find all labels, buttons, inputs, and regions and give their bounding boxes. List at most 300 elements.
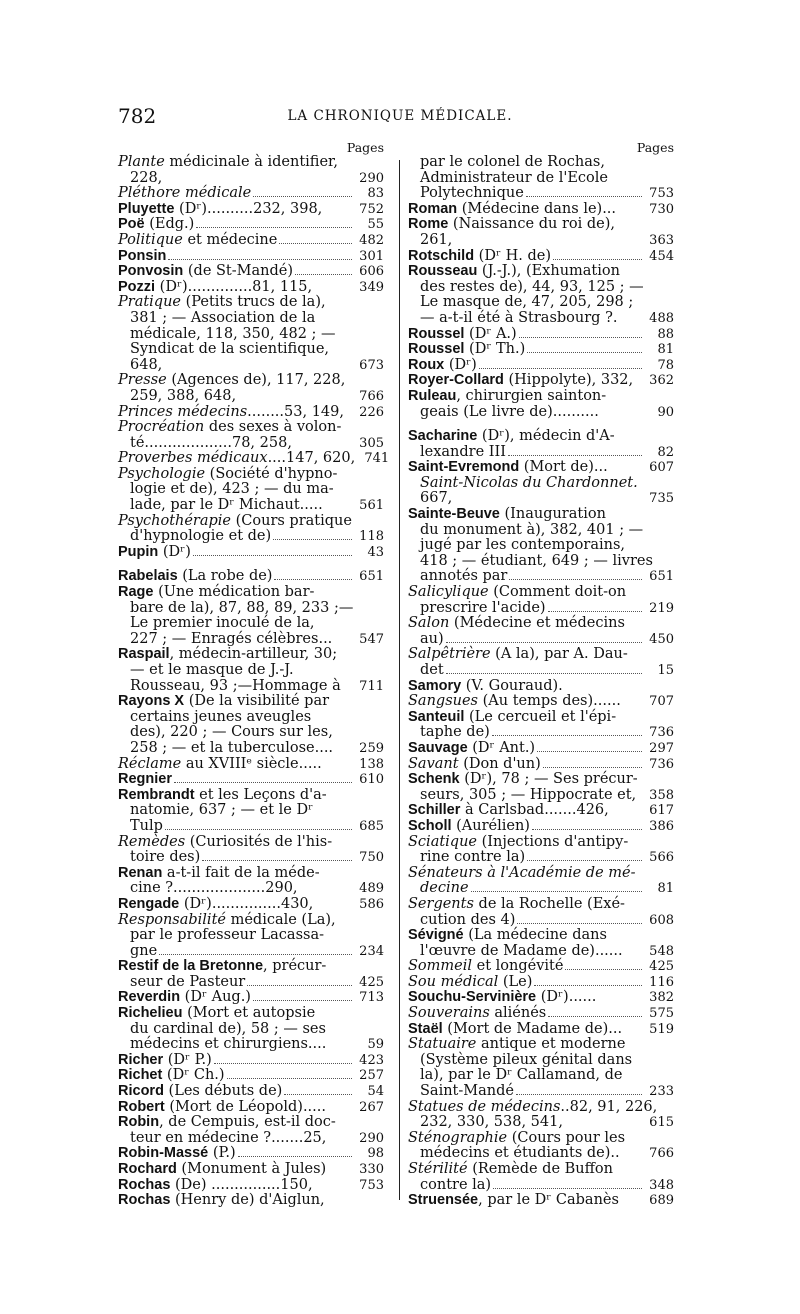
entry-fragment: (de St-Mandé) — [183, 263, 294, 280]
entry-text — [118, 1131, 326, 1147]
dot-leader — [519, 333, 642, 338]
page-reference: 713 — [359, 990, 384, 1006]
page-reference: 88 — [657, 326, 674, 342]
index-entry-line — [118, 482, 384, 498]
index-entry-line — [118, 327, 384, 343]
entry-headword: Regnier — [118, 771, 172, 788]
dot-leader — [610, 178, 642, 182]
entry-italic: Politique — [118, 231, 183, 248]
dot-leader — [623, 701, 642, 705]
index-entry-line — [408, 1037, 674, 1053]
entry-text — [118, 585, 314, 601]
entry-headword: Rembrandt — [118, 786, 195, 803]
entry-text — [408, 990, 596, 1006]
index-entry-line — [408, 1131, 674, 1147]
entry-headword: Poë — [118, 216, 145, 233]
index-entry-line — [118, 311, 384, 327]
dot-leader — [619, 318, 642, 322]
entry-text — [118, 850, 200, 866]
entry-headword: Samory — [408, 677, 462, 694]
entry-fragment: au) — [420, 630, 444, 647]
entry-text — [408, 264, 620, 280]
index-entry-line — [118, 694, 384, 710]
entry-fragment: médicinale à identifier, — [164, 154, 338, 170]
entry-fragment: jugé par les contemporains, — [420, 537, 626, 554]
entry-italic: Statuaire — [408, 1036, 477, 1053]
index-entry-line — [118, 881, 384, 897]
dot-leader — [238, 396, 352, 400]
entry-text — [408, 1068, 622, 1084]
entry-italic: Statues de médecins — [408, 1098, 561, 1115]
entry-text — [118, 342, 329, 358]
entry-fragment: lexandre III — [420, 443, 506, 460]
entry-headword: Roux — [408, 356, 445, 373]
entry-text — [118, 436, 292, 452]
running-header — [118, 104, 682, 134]
index-entry-line — [408, 429, 674, 445]
entry-fragment: (De) ...............150, — [170, 1176, 313, 1193]
index-entry-line — [408, 757, 674, 773]
entry-fragment: 259, 388, 648, — [130, 387, 237, 404]
dot-leader — [471, 887, 642, 892]
dot-leader — [164, 178, 352, 182]
dot-leader — [328, 1044, 352, 1048]
entry-headword: Restif de la Bretonne — [118, 958, 264, 975]
index-entry-line — [408, 373, 674, 389]
index-entry-line — [408, 538, 674, 554]
entry-text — [408, 803, 609, 819]
dot-leader — [328, 1169, 352, 1173]
index-entry-line — [118, 1146, 384, 1162]
entry-text — [408, 538, 625, 554]
entry-fragment: (Hippolyte), 332, — [503, 372, 634, 389]
dot-leader — [610, 467, 642, 471]
index-entry-line — [408, 772, 674, 788]
page-reference: 608 — [649, 912, 674, 928]
entry-fragment: , précur- — [263, 958, 327, 975]
entry-fragment: (Dʳ)...............430, — [179, 895, 314, 912]
index-entry-line — [118, 389, 384, 405]
entry-fragment: (Dʳ) — [158, 543, 191, 560]
entry-text — [118, 264, 293, 280]
dot-leader — [315, 1185, 352, 1189]
index-entry-line — [408, 913, 674, 929]
page-reference: 290 — [359, 170, 384, 186]
dot-leader — [543, 763, 642, 768]
dot-leader — [159, 950, 352, 955]
dot-leader — [294, 443, 352, 447]
index-entry-line — [408, 881, 674, 897]
entry-text — [408, 616, 625, 632]
entry-headword: Rousseau — [408, 263, 478, 280]
entry-fragment: par le professeur Lacassa- — [130, 927, 324, 944]
entry-fragment: annotés par — [420, 568, 508, 585]
dot-leader — [526, 192, 642, 197]
entry-fragment: et médecine — [182, 231, 278, 248]
entry-fragment: , de Cempuis, est-il doc- — [159, 1114, 336, 1131]
page-reference: 358 — [649, 787, 674, 803]
entry-headword: Schiller — [408, 802, 461, 819]
entry-text — [118, 202, 322, 218]
entry-headword: Ruleau — [408, 387, 457, 404]
index-entry-line — [408, 1022, 674, 1038]
page-reference: 547 — [359, 631, 384, 647]
entry-italic: Plante — [118, 154, 165, 170]
entry-headword: Rayons X — [118, 693, 185, 710]
dot-leader — [508, 451, 642, 456]
index-entry-line — [118, 249, 384, 265]
page-reference: 454 — [649, 248, 674, 264]
entry-text — [408, 295, 633, 311]
dot-leader — [328, 1029, 352, 1033]
entry-fragment: (Mort de Madame de)... — [442, 1020, 623, 1037]
dot-leader — [322, 873, 352, 877]
index-entry-line — [408, 850, 674, 866]
page-reference: 566 — [649, 850, 674, 866]
entry-text — [118, 1053, 212, 1069]
index-entry-line — [118, 1115, 384, 1131]
entry-fragment: seurs, 305 ; — Hippocrate et, — [420, 786, 637, 803]
page-reference: 15 — [657, 663, 674, 678]
entry-fragment: antique et moderne — [476, 1036, 626, 1053]
dot-leader — [479, 364, 642, 369]
index-entry-line — [408, 445, 674, 461]
entry-text — [408, 445, 506, 461]
entry-fragment: (Au temps des)...... — [478, 693, 621, 710]
entry-text — [118, 569, 272, 585]
entry-text — [118, 710, 311, 726]
index-entry-line — [118, 436, 384, 452]
index-entry-line — [118, 1131, 384, 1147]
page-reference: 519 — [649, 1021, 674, 1037]
index-entry-line — [408, 601, 674, 617]
entry-text — [408, 202, 616, 218]
page-reference: 423 — [359, 1052, 384, 1068]
index-entry-line — [408, 1100, 674, 1116]
page-reference: 43 — [367, 544, 384, 560]
entry-fragment: geais (Le livre de).......... — [420, 403, 599, 420]
entry-text — [408, 850, 525, 866]
entry-headword: Roussel — [408, 325, 465, 342]
entry-fragment: (Société d'hypno- — [205, 465, 338, 482]
entry-text — [118, 1162, 326, 1178]
entry-text — [408, 866, 635, 882]
index-entry-line — [408, 663, 674, 679]
entry-text — [118, 679, 341, 695]
index-entry-line — [408, 897, 674, 913]
entry-text — [408, 155, 605, 171]
entry-fragment: contre la) — [420, 1176, 492, 1193]
index-entry-line — [408, 460, 674, 476]
index-entry-line — [408, 788, 674, 804]
dot-leader — [625, 951, 642, 955]
entry-fragment: rine contre la) — [420, 849, 526, 866]
entry-text — [118, 663, 294, 679]
entry-fragment: Tulp — [130, 817, 163, 834]
index-entry-line — [118, 959, 384, 975]
index-entry-line — [118, 975, 384, 991]
entry-headword: Saint-Evremond — [408, 459, 520, 476]
entry-fragment: Syndicat de la scientifique, — [130, 341, 330, 358]
index-entry-line — [408, 710, 674, 726]
entry-fragment: médecins et chirurgiens.... — [130, 1036, 327, 1053]
index-entry-line — [408, 264, 674, 280]
page-reference: 617 — [649, 803, 674, 819]
entry-fragment: par le colonel de Rochas, — [420, 154, 605, 170]
page-reference: 707 — [649, 694, 674, 710]
entry-text — [118, 1100, 326, 1116]
dot-leader — [627, 1044, 642, 1048]
entry-fragment: logie et de), 423 ; — du ma- — [130, 481, 334, 498]
entry-italic: Réclame — [118, 755, 182, 772]
entry-text — [408, 342, 525, 358]
index-entry-line — [118, 928, 384, 944]
entry-fragment: (Médecine et médecins — [449, 615, 625, 632]
entry-fragment: teur en médecine ?.......25, — [130, 1129, 327, 1146]
index-entry-line — [118, 1100, 384, 1116]
index-entry-line — [408, 186, 674, 202]
entry-italic: Sténographie — [408, 1129, 508, 1146]
entry-text — [408, 694, 621, 710]
entry-text — [408, 389, 606, 405]
dot-leader — [325, 505, 352, 509]
dot-leader — [315, 904, 352, 908]
entry-text — [118, 772, 172, 788]
entry-fragment: (Les débuts de) — [163, 1083, 283, 1100]
entry-text — [408, 757, 541, 773]
index-entry-line — [118, 1037, 384, 1053]
dot-leader — [316, 592, 352, 596]
dot-leader — [621, 1200, 642, 1204]
entry-text — [118, 482, 334, 498]
dot-leader — [326, 935, 352, 939]
entry-text — [118, 358, 162, 374]
dot-leader — [617, 436, 642, 440]
entry-text — [408, 944, 623, 960]
entry-fragment: 667, — [420, 490, 453, 507]
entry-fragment: (J.-J.), (Exhumation — [477, 263, 620, 280]
dot-leader — [335, 732, 352, 736]
index-entry-line — [408, 202, 674, 218]
entry-fragment: de la Rochelle (Exé- — [473, 895, 625, 912]
dot-leader — [227, 1074, 352, 1079]
entry-text — [118, 959, 326, 975]
index-entry-line — [408, 803, 674, 819]
page-number: 782 — [118, 104, 157, 128]
dot-leader — [635, 380, 642, 384]
page-reference: 741 — [364, 451, 390, 467]
index-entry-line — [408, 1193, 674, 1209]
entry-text — [408, 663, 444, 679]
entry-fragment: (Injections d'antipy- — [477, 833, 629, 850]
page-reference: 138 — [359, 756, 384, 772]
entry-text — [118, 1178, 313, 1194]
entry-fragment: Rousseau, 93 ;—Hommage à — [130, 677, 341, 694]
page-reference: 752 — [359, 201, 384, 217]
index-entry-line — [408, 725, 674, 741]
dot-leader — [331, 701, 352, 705]
index-entry-line — [118, 850, 384, 866]
index-entry-line — [118, 757, 384, 773]
entry-text — [408, 1162, 613, 1178]
dot-leader — [446, 638, 642, 643]
page-reference: 219 — [649, 600, 674, 616]
entry-text — [118, 944, 157, 960]
dot-leader — [630, 654, 642, 658]
page-reference: 267 — [359, 1099, 384, 1115]
index-entry-line — [408, 358, 674, 374]
entry-headword: Royer-Collard — [408, 372, 504, 389]
dot-leader — [516, 1090, 642, 1095]
entry-text — [118, 171, 162, 187]
entry-text — [118, 498, 323, 514]
entry-text — [408, 1131, 625, 1147]
entry-text — [118, 757, 322, 773]
entry-fragment: (Dʳ)...... — [536, 989, 597, 1006]
dot-leader — [493, 1184, 642, 1189]
entry-headword: Richet — [118, 1067, 163, 1084]
index-entry-line — [408, 405, 674, 421]
dot-leader — [607, 162, 642, 166]
dot-leader — [446, 669, 642, 674]
dot-leader — [336, 489, 352, 493]
index-entry-line — [118, 647, 384, 663]
entry-fragment: , chirurgien sainton- — [456, 387, 607, 404]
dot-leader — [615, 1169, 642, 1173]
page-reference: 90 — [657, 404, 674, 420]
entry-headword: Ponvosin — [118, 263, 184, 280]
page-reference: 234 — [359, 943, 384, 959]
index-entry-line — [408, 741, 674, 757]
dot-leader — [454, 498, 642, 502]
page-reference: 55 — [367, 217, 384, 233]
entry-fragment: 418 ; — étudiant, 649 ; — livres — [420, 552, 653, 569]
entry-fragment: bare de la), 87, 88, 89, 233 ;— — [130, 599, 354, 616]
page-reference: 81 — [657, 342, 674, 358]
dot-leader — [193, 551, 352, 556]
index-entry-line — [118, 990, 384, 1006]
dot-leader — [624, 1029, 642, 1033]
entry-fragment: médicale (La), — [225, 911, 336, 928]
entry-fragment: 258 ; — et la tuberculose.... — [130, 739, 334, 756]
dot-leader — [334, 842, 352, 846]
index-entry-line — [118, 1068, 384, 1084]
dot-leader — [327, 1200, 352, 1204]
entry-fragment: (Edg.) — [144, 216, 195, 233]
entry-headword: Ponsin — [118, 247, 167, 264]
entry-headword: Sévigné — [408, 927, 464, 944]
entry-text — [408, 1146, 620, 1162]
page-reference: 348 — [649, 1177, 674, 1193]
index-entry-line — [118, 632, 384, 648]
page-reference: 116 — [649, 974, 674, 990]
page-reference: 301 — [359, 248, 384, 264]
dot-leader — [296, 670, 352, 674]
dot-leader — [273, 535, 352, 540]
entry-text — [408, 554, 653, 570]
entry-text — [408, 429, 615, 445]
entry-headword: Souchu-Servinière — [408, 989, 537, 1006]
entry-fragment: gne — [130, 942, 158, 959]
entry-fragment: (Médecine dans le)... — [457, 200, 617, 217]
index-entry-line — [408, 476, 674, 492]
entry-text — [408, 897, 625, 913]
entry-italic: Psychologie — [118, 465, 206, 482]
entry-text — [408, 959, 563, 975]
entry-fragment: (Naissance du roi de), — [448, 216, 615, 233]
index-entry-line — [408, 523, 674, 539]
dot-leader — [196, 223, 352, 228]
entry-text — [118, 990, 251, 1006]
index-entry-line — [118, 944, 384, 960]
index-entry-line — [118, 616, 384, 632]
index-entry-line — [408, 554, 674, 570]
dot-leader — [598, 997, 642, 1001]
page-reference: 673 — [359, 357, 384, 373]
dot-leader — [527, 348, 642, 353]
index-entry-line — [118, 741, 384, 757]
index-entry-line — [408, 1146, 674, 1162]
dot-leader — [565, 1122, 642, 1126]
entry-italic: Saint-Nicolas du Chardonnet. — [420, 474, 638, 491]
page-reference: 78 — [657, 357, 674, 373]
entry-headword: Rochas — [118, 1192, 171, 1209]
page-reference: 290 — [359, 1130, 384, 1146]
entry-fragment: certains jeunes aveugles — [130, 708, 312, 725]
entry-fragment: la), par le Dʳ Callamand, de — [420, 1067, 623, 1084]
entry-fragment: (Inauguration — [499, 506, 606, 523]
entry-italic: Procréation — [118, 419, 205, 436]
dot-leader — [601, 412, 642, 416]
dot-leader — [608, 396, 642, 400]
entry-text — [408, 217, 615, 233]
dot-leader — [300, 888, 352, 892]
entry-fragment: médicale, 118, 350, 482 ; — — [130, 325, 336, 342]
index-entry-line — [118, 545, 384, 561]
index-entry-line — [408, 679, 674, 695]
entry-italic: Sou médical — [408, 973, 499, 990]
index-entry-line — [408, 249, 674, 265]
entry-text — [408, 725, 490, 741]
page-reference: 233 — [649, 1084, 674, 1100]
entry-headword: Rochard — [118, 1161, 177, 1177]
entry-italic: Sciatique — [408, 833, 478, 850]
entry-headword: Struensée — [408, 1192, 479, 1209]
entry-italic: Stérilité — [408, 1161, 468, 1177]
dot-leader — [637, 873, 642, 877]
index-entry-line — [408, 1178, 674, 1194]
page-reference: 330 — [359, 1162, 384, 1177]
entry-fragment: 227 ; — Enragés célèbres... — [130, 630, 333, 647]
dot-leader — [168, 255, 352, 260]
entry-fragment: Administrateur de l'Ecole — [420, 169, 608, 186]
entry-text — [408, 772, 638, 788]
entry-headword: Pluyette — [118, 200, 175, 217]
entry-fragment: (Dʳ Th.) — [464, 341, 526, 358]
entry-fragment: lade, par le Dʳ Michaut..... — [130, 497, 323, 514]
index-entry-line — [118, 866, 384, 882]
index-entry-line — [118, 217, 384, 233]
dot-leader — [313, 717, 352, 721]
entry-text — [118, 975, 245, 991]
dot-leader — [343, 427, 352, 431]
index-entry-line — [118, 420, 384, 436]
entry-headword: Rochas — [118, 1176, 171, 1193]
index-entry-line — [408, 507, 674, 523]
entry-fragment: (Henry de) d'Aiglun, — [170, 1192, 325, 1209]
entry-fragment: (Don d'un) — [458, 755, 541, 772]
page-reference: 259 — [359, 740, 384, 756]
